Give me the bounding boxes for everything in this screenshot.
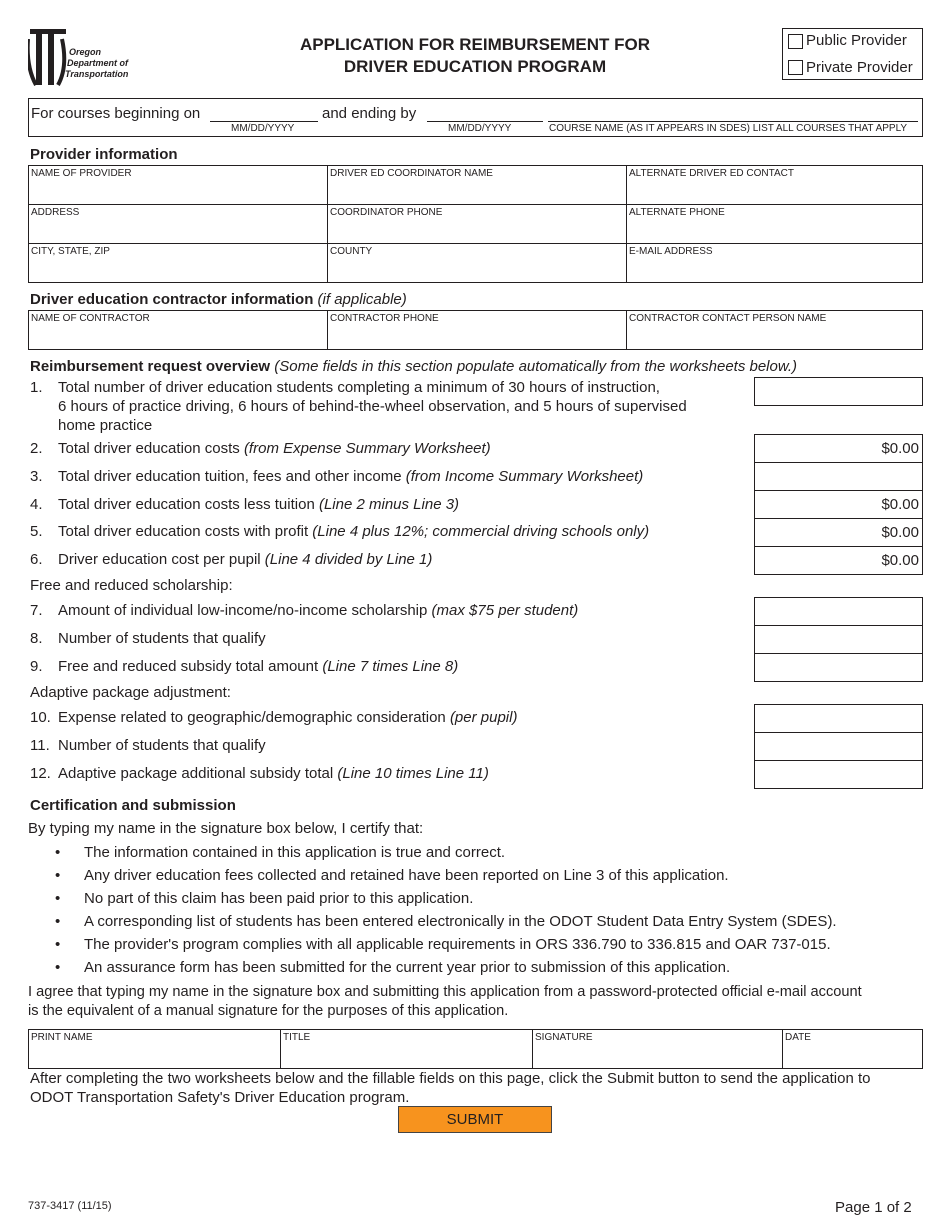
line-12	[30, 765, 489, 782]
public-provider-checkbox[interactable]	[788, 34, 803, 49]
scholarship-label: Free and reduced scholarship:	[30, 577, 233, 594]
contractor-heading	[30, 291, 407, 308]
submit-button[interactable]: SUBMIT	[398, 1106, 552, 1133]
line-8	[30, 630, 266, 647]
field-label: DRIVER ED COORDINATOR NAME	[330, 168, 493, 179]
provider-name-field[interactable]	[28, 165, 328, 205]
line-number: 2.	[30, 440, 43, 457]
after-line-2: ODOT Transportation Safety's Driver Education program.	[30, 1089, 410, 1106]
line-number: 10.	[30, 709, 51, 726]
line-11-value[interactable]	[754, 732, 923, 761]
line-9-value[interactable]	[754, 653, 923, 682]
provider-heading: Provider information	[30, 146, 178, 163]
line-text: Total driver education costs with profit	[58, 523, 309, 540]
field-label: ALTERNATE DRIVER ED CONTACT	[629, 168, 795, 179]
form-title	[240, 34, 710, 78]
overview-heading-note: (Some fields in this section populate automatically from the worksheets below.)	[274, 358, 798, 375]
line-note: (from Income Summary Worksheet)	[405, 468, 644, 485]
line-9	[30, 658, 458, 675]
courses-middle: and ending by	[322, 105, 417, 122]
line-4-value[interactable]: $0.00	[754, 490, 923, 519]
field-label: ALTERNATE PHONE	[629, 207, 725, 218]
signature-field[interactable]	[532, 1029, 783, 1069]
contractor-heading-text: Driver education contractor information	[30, 291, 314, 308]
overview-heading	[30, 358, 797, 375]
line-number: 5.	[30, 523, 43, 540]
line-note: (Line 10 times Line 11)	[337, 765, 489, 782]
odot-logo	[28, 27, 138, 87]
county-field[interactable]	[327, 243, 627, 283]
bullet-text: The provider's program complies with all applicable requirements in ORS 336.790 to 336.815 and OAR 737-015.	[84, 936, 831, 953]
adaptive-label: Adaptive package adjustment:	[30, 684, 231, 701]
line-text: Number of students that qualify	[58, 630, 266, 647]
address-field[interactable]	[28, 204, 328, 244]
certification-heading: Certification and submission	[30, 797, 236, 814]
line-1-value[interactable]	[754, 377, 923, 406]
email-field[interactable]	[626, 243, 923, 283]
line-number: 12.	[30, 765, 51, 782]
line-number: 8.	[30, 630, 43, 647]
certification-intro: By typing my name in the signature box below, I certify that:	[28, 820, 424, 837]
bullet-text: Any driver education fees collected and retained have been reported on Line 3 of this application.	[84, 867, 729, 884]
logo-line-2: Department of	[67, 58, 129, 68]
provider-type-box	[782, 28, 923, 80]
line-7	[30, 602, 578, 619]
field-label: E-MAIL ADDRESS	[629, 246, 713, 257]
form-title-line-2: DRIVER EDUCATION PROGRAM	[343, 57, 607, 76]
line-note: (Line 2 minus Line 3)	[318, 496, 460, 513]
courses-prefix: For courses beginning on	[31, 105, 201, 122]
line-number: 7.	[30, 602, 43, 619]
line-11	[30, 737, 266, 754]
cert-bullet: • Any driver education fees collected and retained have been reported on Line 3 of this application.	[55, 867, 729, 884]
line-number: 9.	[30, 658, 43, 675]
field-label: TITLE	[283, 1032, 311, 1043]
line-note: (from Expense Summary Worksheet)	[243, 440, 491, 457]
logo-line-1: Oregon	[69, 47, 102, 57]
alternate-phone-field[interactable]	[626, 204, 923, 244]
begin-date-hint: MM/DD/YYYY	[231, 123, 295, 134]
bullet-text: The information contained in this application is true and correct.	[84, 844, 506, 861]
line-number: 6.	[30, 551, 43, 568]
cert-bullet: • No part of this claim has been paid prior to this application.	[55, 890, 474, 907]
agreement-text	[28, 983, 862, 1021]
line-6	[30, 551, 432, 568]
line-number: 3.	[30, 468, 43, 485]
line-5	[30, 523, 649, 540]
line-10-value[interactable]	[754, 704, 923, 733]
line-text: Adaptive package additional subsidy total	[58, 765, 334, 782]
alternate-contact-field[interactable]	[626, 165, 923, 205]
line-text: Amount of individual low-income/no-income scholarship	[58, 602, 428, 619]
bullet-text: No part of this claim has been paid prior to this application.	[84, 890, 474, 907]
line-note: (max $75 per student)	[431, 602, 579, 619]
contractor-name-field[interactable]	[28, 310, 328, 350]
line-number: 11.	[30, 737, 50, 754]
print-name-field[interactable]	[28, 1029, 281, 1069]
line-5-value[interactable]: $0.00	[754, 518, 923, 547]
line-1-text-a: Total number of driver education students completing a minimum of 30 hours of instruction,	[58, 379, 660, 396]
field-label: CONTRACTOR PHONE	[330, 313, 439, 324]
contractor-heading-note: (if applicable)	[317, 291, 407, 308]
line-1	[30, 378, 687, 435]
cert-bullet: • A corresponding list of students has been entered electronically in the ODOT Student Data Entry System (SDES).	[55, 913, 837, 930]
line-text: Expense related to geographic/demographic consideration	[58, 709, 446, 726]
title-field[interactable]	[280, 1029, 533, 1069]
logo-line-3: Transportation	[65, 69, 129, 79]
field-label: DATE	[785, 1032, 811, 1043]
line-6-value[interactable]: $0.00	[754, 546, 923, 575]
line-3-value[interactable]	[754, 462, 923, 491]
after-line-1: After completing the two worksheets below and the fillable fields on this page, click the Submit button to send the application to	[30, 1070, 871, 1087]
begin-date-input[interactable]	[210, 103, 318, 122]
cert-bullet: • An assurance form has been submitted for the current year prior to submission of this application.	[55, 959, 731, 976]
courses-box	[28, 98, 923, 137]
field-label: PRINT NAME	[31, 1032, 93, 1043]
cert-bullet: • The information contained in this application is true and correct.	[55, 844, 506, 861]
city-state-zip-field[interactable]	[28, 243, 328, 283]
line-10	[30, 709, 517, 726]
form-title-line-1: APPLICATION FOR REIMBURSEMENT FOR	[299, 35, 651, 54]
field-label: NAME OF PROVIDER	[31, 168, 132, 179]
public-provider-label: Public Provider	[806, 32, 907, 49]
line-text: Free and reduced subsidy total amount	[58, 658, 319, 675]
course-name-input[interactable]	[548, 103, 918, 122]
form-number: 737-3417 (11/15)	[28, 1200, 112, 1212]
line-7-value[interactable]	[754, 597, 923, 626]
end-date-hint: MM/DD/YYYY	[448, 123, 512, 134]
line-text: Total driver education tuition, fees and other income	[58, 468, 402, 485]
course-name-hint: COURSE NAME (AS IT APPEARS IN SDES) LIST ALL COURSES THAT APPLY	[549, 123, 908, 134]
line-4	[30, 496, 459, 513]
field-label: CONTRACTOR CONTACT PERSON NAME	[629, 313, 827, 324]
private-provider-checkbox[interactable]	[788, 60, 803, 75]
odot-logo-icon	[28, 27, 68, 87]
line-2	[30, 440, 491, 457]
line-number: 1.	[30, 379, 43, 396]
line-note: (per pupil)	[449, 709, 518, 726]
cert-bullet: • The provider's program complies with all applicable requirements in ORS 336.790 to 336.815 and OAR 737-015.	[55, 936, 831, 953]
line-number: 4.	[30, 496, 43, 513]
overview-heading-text: Reimbursement request overview	[30, 358, 271, 375]
bullet-text: An assurance form has been submitted for the current year prior to submission of this application.	[84, 959, 731, 976]
line-note: (Line 7 times Line 8)	[322, 658, 459, 675]
field-label: CITY, STATE, ZIP	[31, 246, 110, 257]
field-label: COUNTY	[330, 246, 373, 257]
line-1-text-b: 6 hours of practice driving, 6 hours of behind-the-wheel observation, and 5 hours of supervised	[58, 398, 687, 415]
date-field[interactable]	[782, 1029, 923, 1069]
line-12-value[interactable]	[754, 760, 923, 789]
line-2-value[interactable]: $0.00	[754, 434, 923, 463]
line-note: (Line 4 divided by Line 1)	[264, 551, 433, 568]
page-number: Page 1 of 2	[835, 1199, 912, 1216]
line-note: (Line 4 plus 12%; commercial driving schools only)	[312, 523, 650, 540]
line-text: Driver education cost per pupil	[58, 551, 261, 568]
field-label: ADDRESS	[31, 207, 80, 218]
field-label: SIGNATURE	[535, 1032, 593, 1043]
field-label: NAME OF CONTRACTOR	[31, 313, 150, 324]
agreement-line-1: I agree that typing my name in the signature box and submitting this application from a password-protected official e-mail account	[28, 984, 862, 1000]
line-text: Number of students that qualify	[58, 737, 266, 754]
contractor-contact-field[interactable]	[626, 310, 923, 350]
field-label: COORDINATOR PHONE	[330, 207, 443, 218]
line-1-text-c: home practice	[58, 417, 153, 434]
coordinator-name-field[interactable]	[327, 165, 627, 205]
contractor-phone-field[interactable]	[327, 310, 627, 350]
bullet-text: A corresponding list of students has been entered electronically in the ODOT Student Data Entry System (SDES).	[84, 913, 837, 930]
end-date-input[interactable]	[427, 103, 543, 122]
line-8-value[interactable]	[754, 625, 923, 654]
line-3	[30, 468, 643, 485]
private-provider-label: Private Provider	[806, 59, 913, 76]
agreement-line-2: is the equivalent of a manual signature for the purposes of this application.	[28, 1003, 509, 1019]
line-text: Total driver education costs less tuition	[58, 496, 315, 513]
coordinator-phone-field[interactable]	[327, 204, 627, 244]
after-instructions	[30, 1069, 871, 1107]
line-text: Total driver education costs	[58, 440, 240, 457]
